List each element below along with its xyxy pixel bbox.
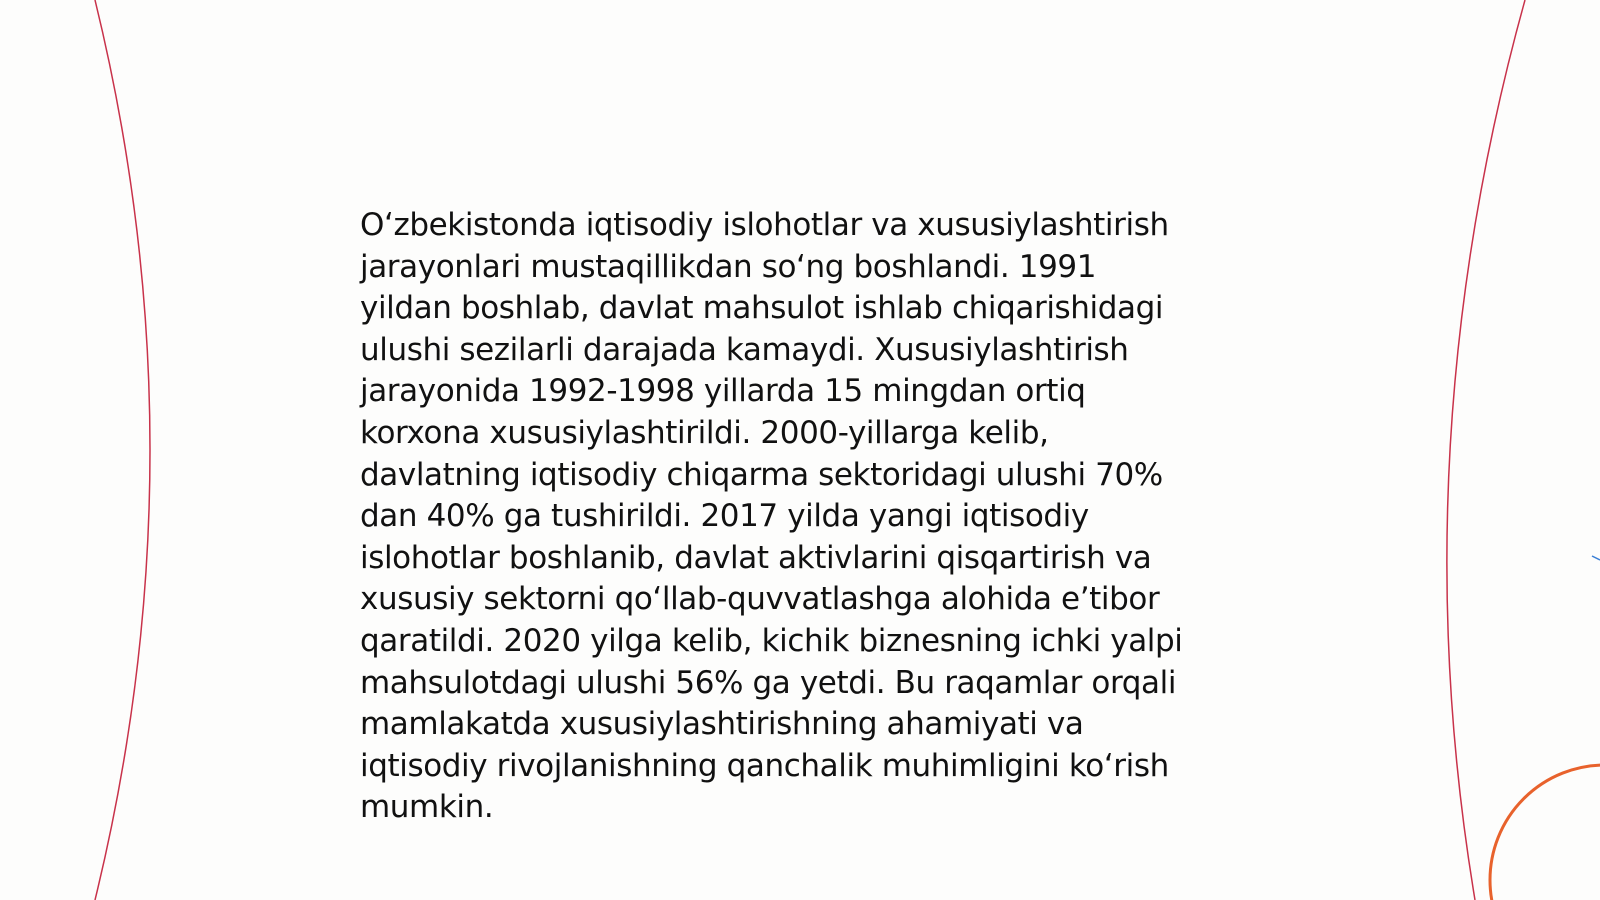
paragraph-line: iqtisodiy rivojlanishning qanchalik muhimligini ko‘rish	[360, 747, 1169, 784]
paragraph-line: qaratildi. 2020 yilga kelib, kichik biznesning ichki yalpi	[360, 622, 1183, 659]
paragraph-line: ulushi sezilarli darajada kamaydi. Xususiylashtirish	[360, 331, 1129, 368]
paragraph-line: davlatning iqtisodiy chiqarma sektoridagi ulushi 70%	[360, 456, 1163, 493]
paragraph-line: mahsulotdagi ulushi 56% ga yetdi. Bu raqamlar orqali	[360, 664, 1177, 701]
paragraph-line: islohotlar boshlanib, davlat aktivlarini qisqartirish va	[360, 539, 1152, 576]
paragraph-line: xususiy sektorni qo‘llab-quvvatlashga alohida e’tibor	[360, 581, 1160, 618]
left-curve-decoration	[95, 0, 150, 900]
small-mark-decoration	[1592, 556, 1600, 560]
paragraph-line: jarayonida 1992-1998 yillarda 15 mingdan ortiq	[360, 373, 1086, 410]
paragraph-line: yildan boshlab, davlat mahsulot ishlab chiqarishidagi	[360, 290, 1164, 327]
right-curve-decoration	[1447, 0, 1525, 900]
paragraph-line: mamlakatda xususiylashtirishning ahamiyati va	[360, 706, 1084, 743]
paragraph-line: korxona xususiylashtirildi. 2000-yillarga kelib,	[360, 414, 1049, 451]
paragraph-line: dan 40% ga tushirildi. 2017 yilda yangi iqtisodiy	[360, 498, 1089, 535]
paragraph-line: jarayonlari mustaqillikdan so‘ng boshlandi. 1991	[360, 248, 1097, 285]
orange-circle-decoration	[1490, 765, 1600, 900]
body-paragraph	[360, 205, 1240, 829]
paragraph-line: O‘zbekistonda iqtisodiy islohotlar va xususiylashtirish	[360, 207, 1169, 243]
paragraph-line: mumkin.	[360, 789, 494, 826]
